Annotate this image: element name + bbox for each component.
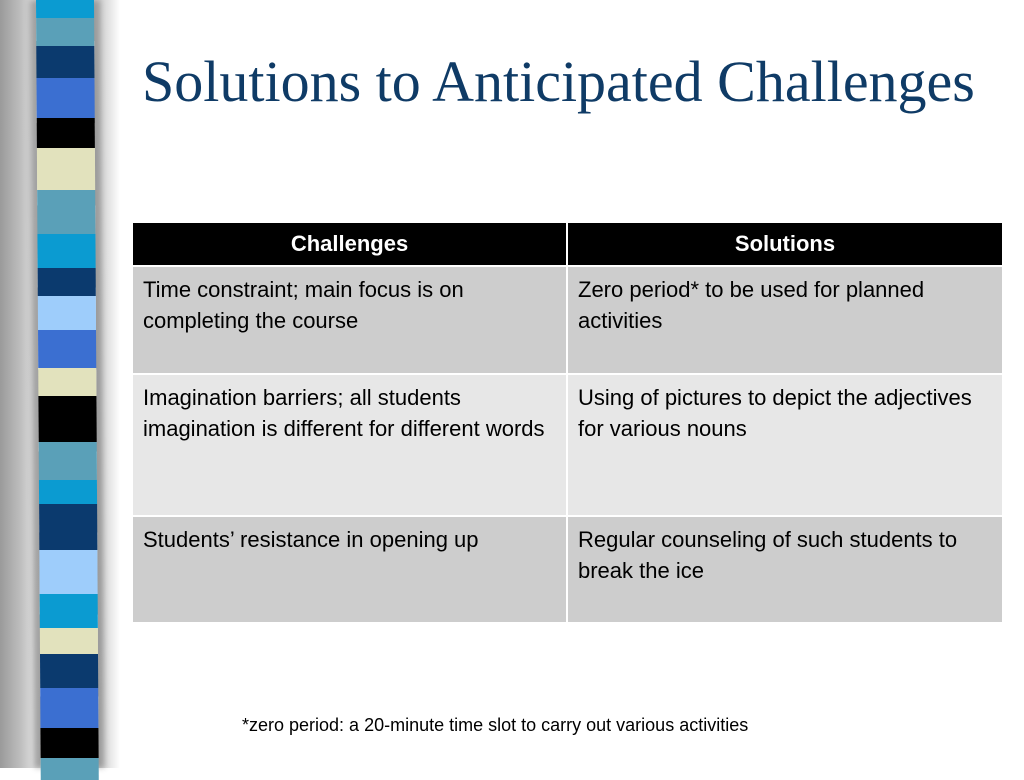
challenge-cell: Imagination barriers; all students imagination is different for different words (132, 374, 567, 516)
challenge-cell: Students’ resistance in opening up (132, 516, 567, 623)
slide-title: Solutions to Anticipated Challenges (142, 49, 975, 114)
table-row (132, 374, 1003, 516)
table-row (132, 266, 1003, 374)
challenges-solutions-table (131, 221, 1002, 624)
challenge-cell: Time constraint; main focus is on completing the course (132, 266, 567, 374)
footnote: *zero period: a 20-minute time slot to carry out various activities (242, 715, 749, 735)
column-header-solutions: Solutions (567, 222, 1003, 266)
solution-cell: Using of pictures to depict the adjectives for various nouns (567, 374, 1003, 516)
table-row (132, 516, 1003, 623)
table-header-row (132, 222, 1003, 266)
solution-cell: Regular counseling of such students to break the ice (567, 516, 1003, 623)
decorative-stripe (36, 0, 99, 768)
column-header-challenges: Challenges (132, 222, 567, 266)
solution-cell: Zero period* to be used for planned activities (567, 266, 1003, 374)
